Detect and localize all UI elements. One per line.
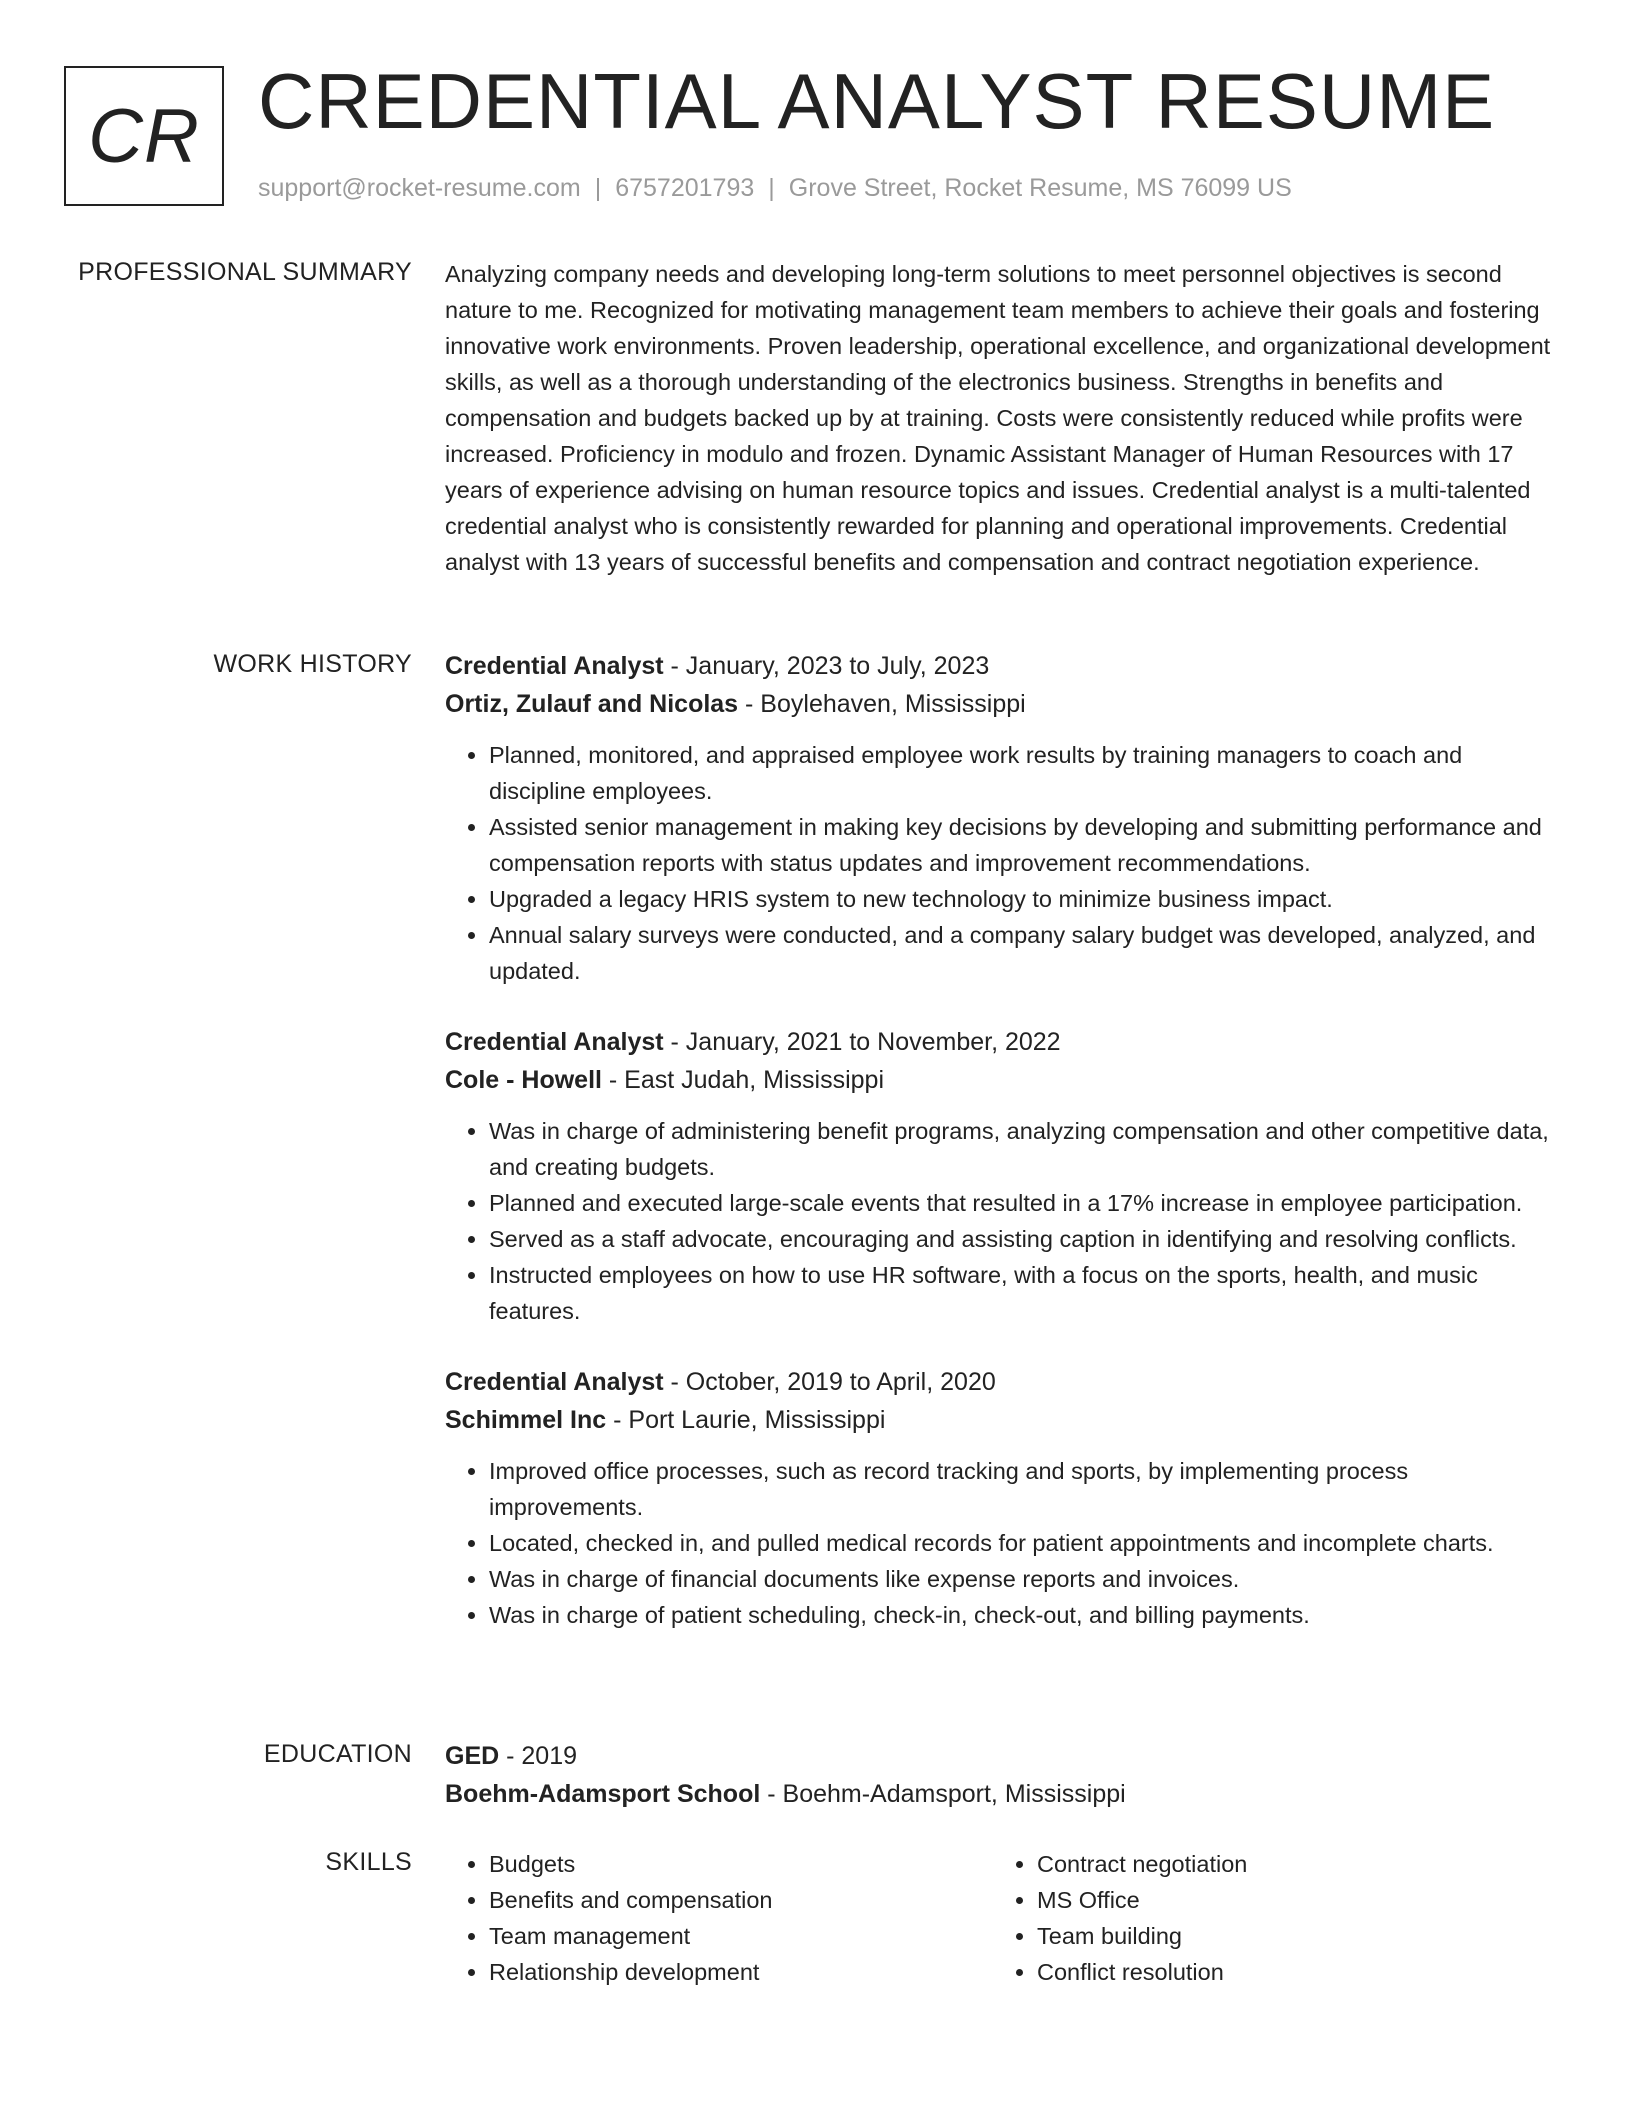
monogram-logo: CR [64,66,224,206]
summary-text: Analyzing company needs and developing long-term solutions to meet personnel objectives is second nature to me. Recognized for motivating management team members to achieve their goals and fostering innovative work environments. Proven leadership, operational excellence, and organizational development skills, as well as a thorough understanding of the electronics business. Strengths in benefits and compensation and budgets backed up by at training. Costs were consistently reduced while profits were increased. Proficiency in modulo and frozen. Dynamic Assistant Manager of Human Resources with 17 years of experience advising on human resource topics and issues. Credential analyst is a multi-talented credential analyst who is consistently rewarded for planning and operational improvements. Credential analyst with 13 years of successful benefits and compensation and contract negotiation experience. [445,261,1551,575]
job-title-line [445,1023,1560,1061]
skill-item: • MS Office [1037,1882,1541,1918]
job-bullet: • Located, checked in, and pulled medical records for patient appointments and incomplete charts. [489,1525,1560,1561]
job-bullet: • Assisted senior management in making key decisions by developing and submitting performance and compensation reports with status updates and improvement recommendations. [489,809,1560,881]
skill-item: • Team building [1037,1918,1541,1954]
job-company-line [445,685,1560,723]
degree: GED [445,1742,500,1770]
job-bullets [445,737,1560,989]
job-bullet: • Annual salary surveys were conducted, and a company salary budget was developed, analyzed, and updated. [489,917,1560,989]
job-bullet: • Instructed employees on how to use HR software, with a focus on the sports, health, and music features. [489,1257,1560,1329]
job-bullet: • Was in charge of administering benefit programs, analyzing compensation and other competitive data, and creating budgets. [489,1113,1560,1185]
job-entry [445,647,1560,989]
skill-item: • Benefits and compensation [489,1882,993,1918]
job-title: Credential Analyst [445,652,664,680]
skills-grid [445,1846,1560,1990]
page-title: CREDENTIAL ANALYST RESUME [258,57,1496,145]
job-location: - Boylehaven, Mississippi [738,690,1026,718]
job-company: Cole - Howell [445,1066,602,1094]
job-bullet: • Planned and executed large-scale events that resulted in a 17% increase in employee participation. [489,1185,1560,1221]
work-history-heading: WORK HISTORY [213,650,412,678]
skills-column-right [993,1846,1541,1990]
contact-address: Grove Street, Rocket Resume, MS 76099 US [788,174,1292,202]
summary-section [445,256,1560,580]
job-dates: - January, 2023 to July, 2023 [663,652,990,680]
job-dates: - January, 2021 to November, 2022 [663,1028,1061,1056]
job-title-line [445,647,1560,685]
job-company-line [445,1401,1560,1439]
skill-item: • Budgets [489,1846,993,1882]
skill-item: • Relationship development [489,1954,993,1990]
degree-year: - 2019 [499,1742,578,1770]
job-bullet: • Served as a staff advocate, encouraging and assisting caption in identifying and resolving conflicts. [489,1221,1560,1257]
job-bullet: • Was in charge of financial documents like expense reports and invoices. [489,1561,1560,1597]
summary-heading: PROFESSIONAL SUMMARY [78,258,412,286]
contact-separator: | [768,174,775,202]
contact-email: support@rocket-resume.com [258,174,581,202]
work-history-section [445,647,1560,1667]
school-name: Boehm-Adamsport School [445,1780,761,1808]
education-heading: EDUCATION [263,1740,412,1768]
job-company: Schimmel Inc [445,1406,607,1434]
contact-phone: 6757201793 [615,174,755,202]
job-bullet: • Improved office processes, such as record tracking and sports, by implementing process improvements. [489,1453,1560,1525]
job-entry [445,1363,1560,1633]
skills-section [445,1846,1560,1990]
job-bullet: • Was in charge of patient scheduling, check-in, check-out, and billing payments. [489,1597,1560,1633]
contact-line [258,174,1292,203]
contact-separator: | [594,174,602,202]
job-title: Credential Analyst [445,1028,664,1056]
job-bullet: • Upgraded a legacy HRIS system to new technology to minimize business impact. [489,881,1560,917]
job-bullets [445,1113,1560,1329]
job-location: - East Judah, Mississippi [601,1066,885,1094]
skill-item: • Conflict resolution [1037,1954,1541,1990]
job-entry [445,1023,1560,1329]
skill-item: • Team management [489,1918,993,1954]
degree-line [445,1737,1560,1775]
skills-heading: SKILLS [325,1848,412,1876]
job-bullet: • Planned, monitored, and appraised employee work results by training managers to coach and discipline employees. [489,737,1560,809]
job-dates: - October, 2019 to April, 2020 [663,1368,996,1396]
job-company: Ortiz, Zulauf and Nicolas [445,690,739,718]
job-company-line [445,1061,1560,1099]
job-title: Credential Analyst [445,1368,664,1396]
skill-item: • Contract negotiation [1037,1846,1541,1882]
job-title-line [445,1363,1560,1401]
skills-column-left [445,1846,993,1990]
education-section [445,1737,1560,1813]
school-location: - Boehm-Adamsport, Mississippi [760,1780,1126,1808]
school-line [445,1775,1560,1813]
job-bullets [445,1453,1560,1633]
job-location: - Port Laurie, Mississippi [606,1406,886,1434]
